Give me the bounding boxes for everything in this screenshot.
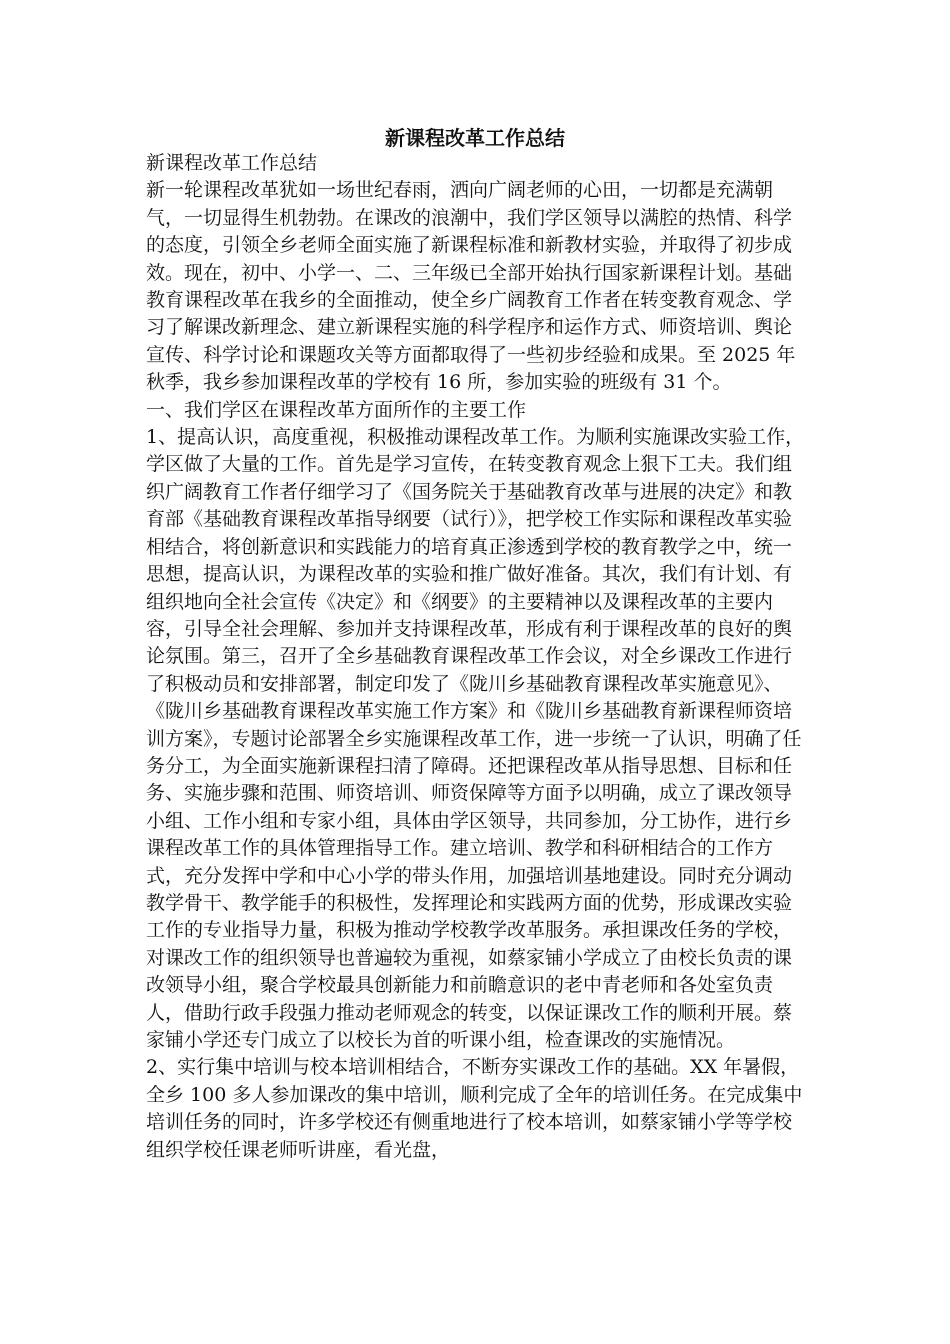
paragraph-intro: 新一轮课程改革犹如一场世纪春雨，洒向广阔老师的心田，一切都是充满朝气，一切显得生机勃勃。在课改的浪潮中，我们学区领导以满腔的热情、科学的态度，引领全乡老师全面实施了新课程标准和新教材实验，并取得了初步成效。现在，初中、小学一、二、三年级已全部开始执行国家新课程计划。基础教育课程改革在我乡的全面推动，使全乡广阔教育工作者在转变教育观念、学习了解课改新理念、建立新课程实施的科学程序和运作方式、师资培训、舆论宣传、科学讨论和课题攻关等方面都取得了一些初步经验和成果。至 2025 年秋季，我乡参加课程改革的学校有 16 所，参加实验的班级有 31 个。 [146, 179, 796, 394]
document-body [146, 150, 806, 1164]
section-heading: 一、我们学区在课程改革方面所作的主要工作 [146, 398, 527, 421]
paragraph-item-1: 1、提高认识，高度重视，积极推动课程改革工作。为顺利实施课改实验工作，学区做了大量的工作。首先是学习宣传，在转变教育观念上狠下工夫。我们组织广阔教育工作者仔细学习了《国务院关于基础教育改革与进展的决定》和教育部《基础教育课程改革指导纲要（试行）》，把学校工作实际和课程改革实验相结合，将创新意识和实践能力的培育真正渗透到学校的教育教学之中，统一思想，提高认识，为课程改革的实验和推广做好准备。其次，我们有计划、有组织地向全社会宣传《决定》和《纲要》的主要精神以及课程改革的主要内容，引导全社会理解、参加并支持课程改革，形成有利于课程改革的良好的舆论氛围。第三，召开了全乡基础教育课程改革工作会议，对全乡课改工作进行了积极动员和安排部署，制定印发了《陇川乡基础教育课程改革实施意见》、《陇川乡基础教育课程改革实施工作方案》和《陇川乡基础教育新课程师资培训方案》，专题讨论部署全乡实施课程改革工作，进一步统一了认识，明确了任务分工，为全面实施新课程扫清了障碍。还把课程改革从指导思想、目标和任务、实施步骤和范围、师资培训、师资保障等方面予以明确，成立了课改领导小组、工作小组和专家小组，具体由学区领导，共同参加，分工协作，进行乡课程改革工作的具体管理指导工作。建立培训、教学和科研相结合的工作方式，充分发挥中学和中心小学的带头作用，加强培训基地建设。同时充分调动教学骨干、教学能手的积极性，发挥理论和实践两方面的优势，形成课改实验工作的专业指导力量，积极为推动学校教学改革服务。承担课改任务的学校，对课改工作的组织领导也普遍较为重视，如蔡家铺小学成立了由校长负责的课改领导小组，聚合学校最具创新能力和前瞻意识的老中青老师和各处室负责人，借助行政手段强力推动老师观念的转变，以保证课改工作的顺利开展。蔡家铺小学还专门成立了以校长为首的听课小组，检查课改的实施情况。 [146, 426, 805, 1051]
document-title: 新课程改革工作总结 [385, 126, 565, 150]
paragraph-item-2: 2、实行集中培训与校本培训相结合，不断夯实课改工作的基础。XX 年暑假，全乡 100 多人参加课改的集中培训，顺利完成了全年的培训任务。在完成集中培训任务的同时，许多学校还有侧重地进行了校本培训，如蔡家铺小学等学校组织学校任课老师听讲座，看光盘， [146, 1056, 803, 1161]
document-subtitle: 新课程改革工作总结 [146, 152, 318, 174]
